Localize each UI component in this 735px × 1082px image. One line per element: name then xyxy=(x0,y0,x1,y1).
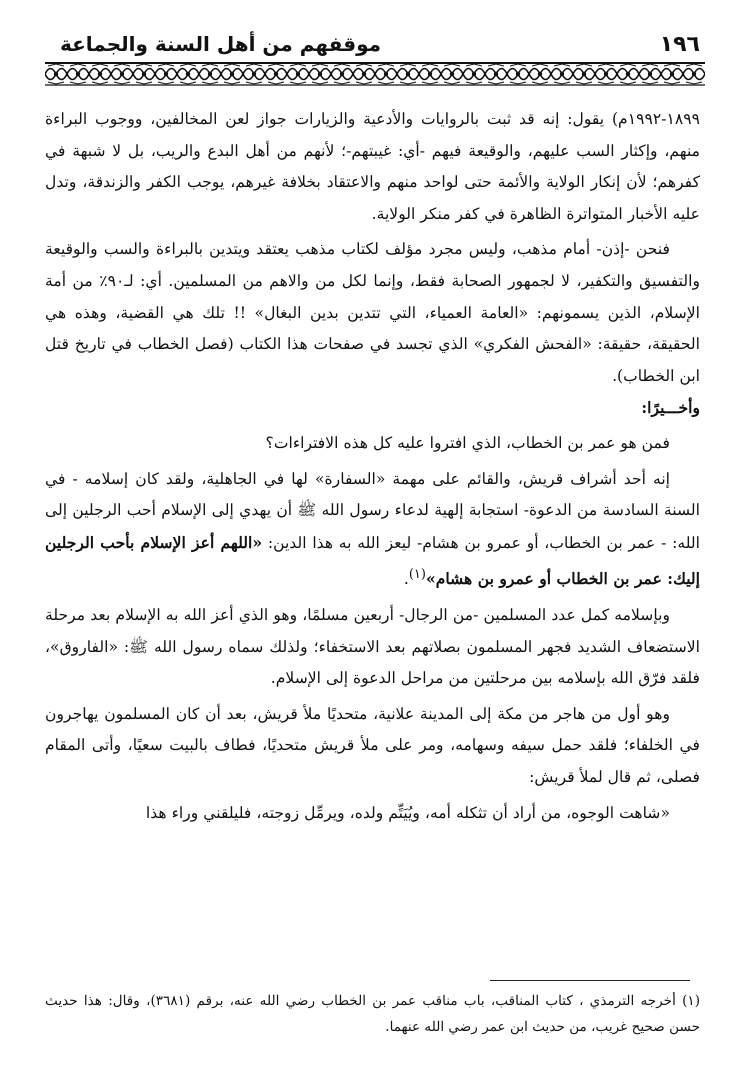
paragraph-5 xyxy=(45,464,700,597)
paragraph-5-text: إنه أحد أشراف قريش، والقائم على مهمة «السفارة» لها في الجاهلية، ولقد كان إسلامه - في السنة السادسة من الدعوة- استجابة إلهية لدعاء رسول الله ﷺ أن يهدي إلى الإسلام أحب الرجلين إلى الله: - عمر بن الخطاب، أو عمرو بن هشام- ليعز الله به هذا الدين: xyxy=(45,469,700,552)
page-number: ١٩٦ xyxy=(659,31,700,57)
paragraph-5-end: . xyxy=(403,570,409,589)
paragraph-6: وبإسلامه كمل عدد المسلمين -من الرجال- أربعين مسلمًا، وهو الذي أعز الله به الإسلام بعد مرحلة الاستضعاف الشديد فجهر المسلمون بصلاتهم بعد الاستخفاء؛ ولذلك سماه رسول الله ﷺ: «الفاروق»، فلقد فرّق الله بإسلامه بين مرحلتين من مراحل الدعوة إلى الإسلام. xyxy=(45,606,700,688)
page-header xyxy=(60,30,700,58)
paragraph-2: فنحن -إذن- أمام مذهب، وليس مجرد مؤلف لكتاب مذهب يعتقد ويتدين بالبراءة والسب والوقيعة والتفسيق والتكفير، لا لجمهور الصحابة فقط، وإنما لكل من والاهم من المسلمين. أي: لـ٩٠٪ من أمة الإسلام، الذين يسمونهم: «العامة العمياء، التي تتدين بدين البغال» !! تلك هي القضية، وهذه هي الحقيقة، حقيقة: «الفحش الفكري» الذي تجسد في صفحات هذا الكتاب (فصل الخطاب في تاريخ قتل ابن الخطاب). xyxy=(45,240,701,385)
paragraph-question: فمن هو عمر بن الخطاب، الذي افتروا عليه كل هذه الافتراءات؟ xyxy=(265,433,670,452)
running-title: موقفهم من أهل السنة والجماعة xyxy=(60,32,382,56)
ornamental-border xyxy=(45,62,705,86)
footnote-reference: (١) xyxy=(408,567,426,583)
hadith-quote: «اللهم أعز الإسلام بأحب الرجلين إليك: عمر بن الخطاب أو عمرو بن هشام» xyxy=(45,532,700,589)
paragraph-1: ١٨٩٩-١٩٩٢م) يقول: إنه قد ثبت بالروايات والأدعية والزيارات جواز لعن المخالفين، ووجوب البراءة منهم، وإكثار السب عليهم، والوقيعة فيهم -أي: غيبتهم-؛ لأنهم من أهل البدع والريب، بل لا شبهة في كفرهم؛ لأن إنكار الولاية والأئمة حتى لواحد منهم والاعتقاد بخلافة غيرهم، يوجب الكفر والزندقة، وتدل عليه الأخبار المتواترة الظاهرة في كفر منكر الولاية. xyxy=(45,110,700,223)
section-heading: وأخـــيرًا: xyxy=(641,398,700,418)
footnote-separator xyxy=(490,980,690,981)
footnote-text: (١) أخرجه الترمذي ، كتاب المناقب، باب مناقب عمر بن الخطاب رضي الله عنه، برقم (٣٦٨١)، وقال: هذا حديث حسن صحيح غريب، من حديث ابن عمر رضي الله عنهما. xyxy=(45,993,700,1035)
footnote xyxy=(45,988,700,1040)
paragraph-7: وهو أول من هاجر من مكة إلى المدينة علانية، متحديًا ملأ قريش، بعد أن كان المسلمون يهاجرون في الخلفاء؛ فلقد حمل سيفه وسهامه، ومر على ملأ قريش متحديًا، فطاف بالبيت سعيًا، وأتى المقام فصلى، ثم قال لملأ قريش: xyxy=(45,704,700,787)
paragraph-8: «شاهت الوجوه، من أراد أن تثكله أمه، ويُيَتِّم ولده، ويرمِّل زوجته، فليلقني وراء هذا xyxy=(145,803,670,822)
main-text xyxy=(45,104,700,829)
